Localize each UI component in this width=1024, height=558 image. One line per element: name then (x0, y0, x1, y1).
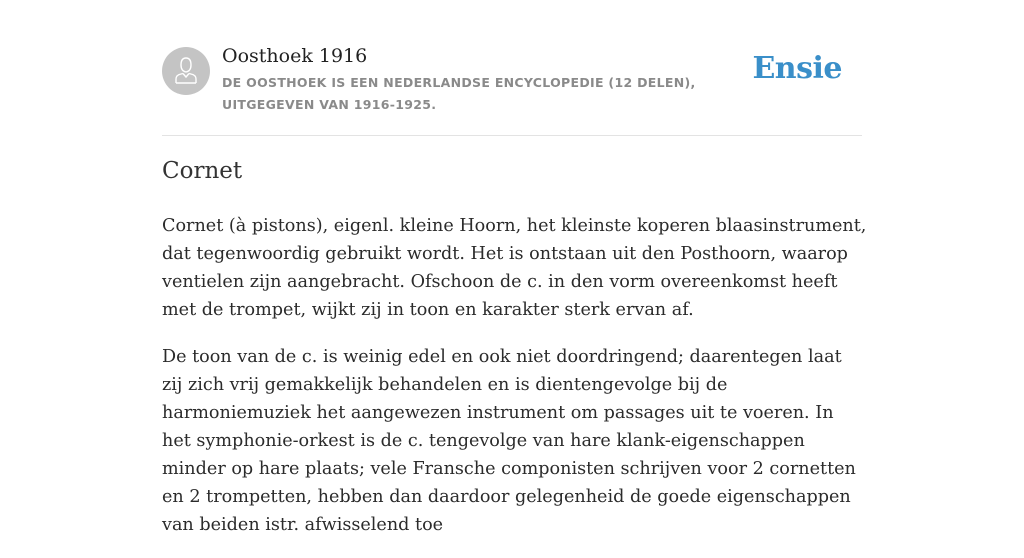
source-title[interactable]: Oosthoek 1916 (222, 45, 368, 67)
user-silhouette-icon (162, 47, 210, 95)
ensie-logo[interactable]: Ensie (752, 51, 842, 86)
article-paragraph: De toon van de c. is weinig edel en ook niet doordringend; daarentegen laat zij zich vrij gemakkelijk behandelen en is dientengevolge bij de harmoniemuziek het aangewezen instrument om passages uit te voeren. In het symphonie-orkest is de c. tengevolge van hare klank-eigenschappen minder op hare plaats; vele Fransche componisten schrijven voor 2 cornetten en 2 trompetten, hebben dan daardoor gelegenheid de goede eigenschappen van beiden istr. afwisselend toe (162, 347, 856, 535)
page-container (162, 0, 867, 535)
source-description: DE OOSTHOEK IS EEN NEDERLANDSE ENCYCLOPEDIE (12 DELEN), UITGEGEVEN VAN 1916-1925. (222, 75, 696, 112)
source-avatar[interactable] (162, 47, 210, 95)
article-title: Cornet (162, 158, 243, 184)
article-paragraph: Cornet (à pistons), eigenl. kleine Hoorn, het kleinste koperen blaasinstrument, dat tegenwoordig gebruikt wordt. Het is ontstaan uit den Posthoorn, waarop ventielen zijn aangebracht. Ofschoon de c. in den vorm overeenkomst heeft met de trompet, wijkt zij in toon en karakter sterk ervan af. (162, 216, 867, 320)
source-header (162, 0, 862, 136)
article-body (162, 212, 867, 558)
